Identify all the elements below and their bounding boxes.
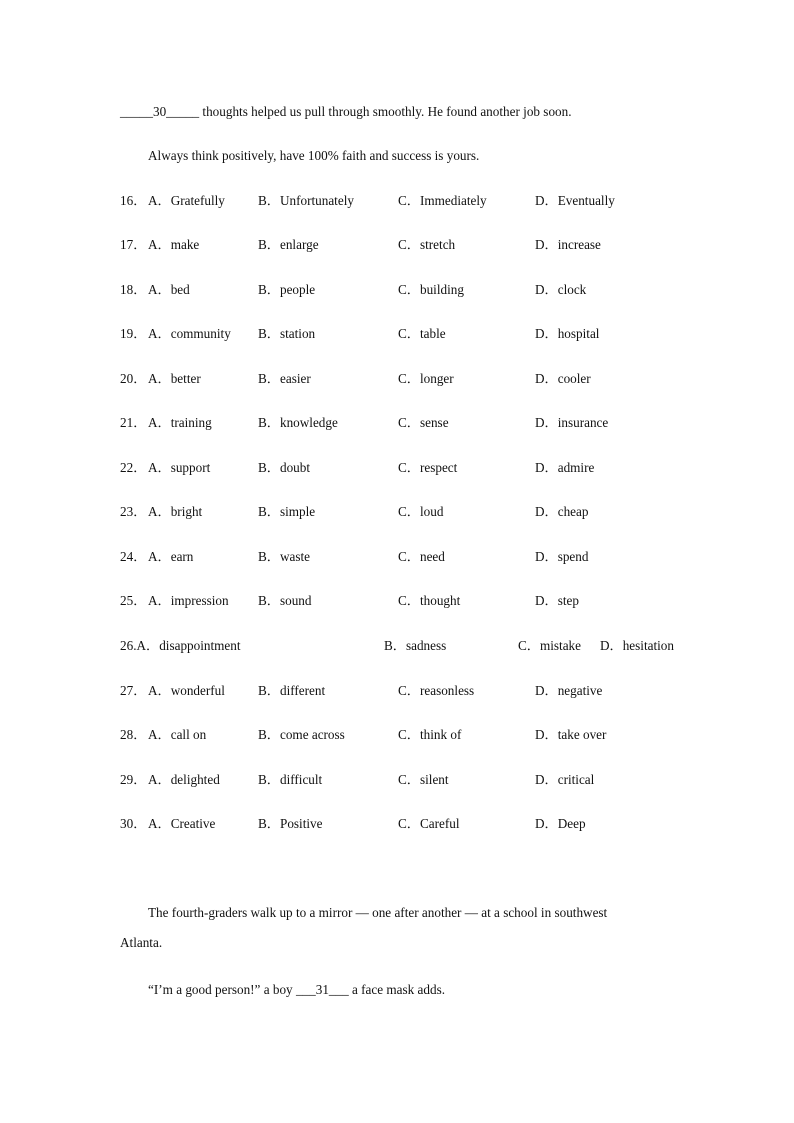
option-b: B．different <box>258 683 326 698</box>
option-c: C．Immediately <box>398 193 487 208</box>
option-b: B．station <box>258 326 316 341</box>
question-22 <box>120 460 720 476</box>
option-a: A．support <box>148 460 211 475</box>
question-number: 16． <box>120 193 147 208</box>
option-c: C．respect <box>398 460 458 475</box>
option-a: A．Creative <box>148 816 216 831</box>
option-d: D．insurance <box>535 415 609 430</box>
question-number: 30． <box>120 816 147 831</box>
option-a: A．wonderful <box>148 683 225 698</box>
option-a: A．bed <box>148 282 190 297</box>
passage2-line1: The fourth-graders walk up to a mirror — one after another — at a school in southwest <box>148 905 608 920</box>
option-c: C．think of <box>398 727 462 742</box>
option-d: D．hesitation <box>600 638 674 653</box>
option-b: B．enlarge <box>258 237 319 252</box>
question-27 <box>120 683 720 699</box>
option-d: D．admire <box>535 460 595 475</box>
option-c: C．loud <box>398 504 444 519</box>
passage2-line3-pre: “I’m a good person!” a boy <box>148 982 296 997</box>
option-a: A．earn <box>148 549 194 564</box>
option-d: D．clock <box>535 282 587 297</box>
option-a: A．delighted <box>148 772 220 787</box>
option-b: B．doubt <box>258 460 311 475</box>
option-b: B．simple <box>258 504 316 519</box>
question-19 <box>120 326 720 342</box>
question-23 <box>120 504 720 520</box>
question-number: 29． <box>120 772 147 787</box>
option-b: B．Positive <box>258 816 323 831</box>
option-d: D．hospital <box>535 326 600 341</box>
question-16 <box>120 193 720 209</box>
option-d: D．cheap <box>535 504 589 519</box>
option-a: A．bright <box>148 504 203 519</box>
passage1-line1-text: thoughts helped us pull through smoothly. He found another job soon. <box>199 104 572 119</box>
question-29 <box>120 772 720 788</box>
passage2-line3-post: a face mask adds. <box>348 982 446 997</box>
option-b: B．knowledge <box>258 415 338 430</box>
question-number: 19． <box>120 326 147 341</box>
option-a: A．better <box>148 371 201 386</box>
question-number: 27． <box>120 683 147 698</box>
question-17 <box>120 237 720 253</box>
question-24 <box>120 549 720 565</box>
question-18 <box>120 282 720 298</box>
passage1-line1 <box>120 104 572 120</box>
question-20 <box>120 371 720 387</box>
option-d: D．negative <box>535 683 603 698</box>
passage2-line3 <box>148 982 445 998</box>
question-25 <box>120 593 720 609</box>
question-number: 17． <box>120 237 147 252</box>
option-c: C．table <box>398 326 446 341</box>
option-d: D．Eventually <box>535 193 615 208</box>
option-c: C．stretch <box>398 237 456 252</box>
option-b: B．people <box>258 282 316 297</box>
blank-30: _____30_____ <box>120 104 200 119</box>
option-c: C．Careful <box>398 816 460 831</box>
option-a: 26.A．disappointment <box>120 638 241 653</box>
option-c: C．reasonless <box>398 683 475 698</box>
option-b: B．come across <box>258 727 345 742</box>
question-number: 18． <box>120 282 147 297</box>
passage2-line2: Atlanta. <box>120 935 163 950</box>
question-21 <box>120 415 720 431</box>
question-30 <box>120 816 720 832</box>
question-number: 24． <box>120 549 147 564</box>
option-a: A．Gratefully <box>148 193 225 208</box>
question-number: 28． <box>120 727 147 742</box>
option-d: D．cooler <box>535 371 591 386</box>
option-c: C．silent <box>398 772 449 787</box>
question-number: 23． <box>120 504 147 519</box>
option-b: B．Unfortunately <box>258 193 354 208</box>
question-number: 22． <box>120 460 147 475</box>
question-number: 20． <box>120 371 147 386</box>
option-c: C．mistake <box>518 638 582 653</box>
option-a: A．impression <box>148 593 229 608</box>
option-c: C．thought <box>398 593 461 608</box>
option-a: A．call on <box>148 727 207 742</box>
option-c: C．building <box>398 282 464 297</box>
option-d: D．take over <box>535 727 607 742</box>
option-a: A．training <box>148 415 212 430</box>
question-number: 25． <box>120 593 147 608</box>
option-a: A．make <box>148 237 200 252</box>
option-d: D．Deep <box>535 816 586 831</box>
option-b: B．sound <box>258 593 312 608</box>
option-b: B．sadness <box>384 638 447 653</box>
passage1-line2: Always think positively, have 100% faith and success is yours. <box>148 148 480 163</box>
option-c: C．need <box>398 549 445 564</box>
option-b: B．waste <box>258 549 311 564</box>
option-b: B．easier <box>258 371 311 386</box>
question-26 <box>120 638 720 654</box>
option-c: C．sense <box>398 415 449 430</box>
option-d: D．critical <box>535 772 595 787</box>
option-d: D．spend <box>535 549 589 564</box>
option-c: C．longer <box>398 371 454 386</box>
question-number: 21． <box>120 415 147 430</box>
option-b: B．difficult <box>258 772 323 787</box>
option-a: A．community <box>148 326 231 341</box>
question-28 <box>120 727 720 743</box>
blank-31: ___31___ <box>295 982 349 997</box>
option-d: D．step <box>535 593 579 608</box>
option-d: D．increase <box>535 237 601 252</box>
